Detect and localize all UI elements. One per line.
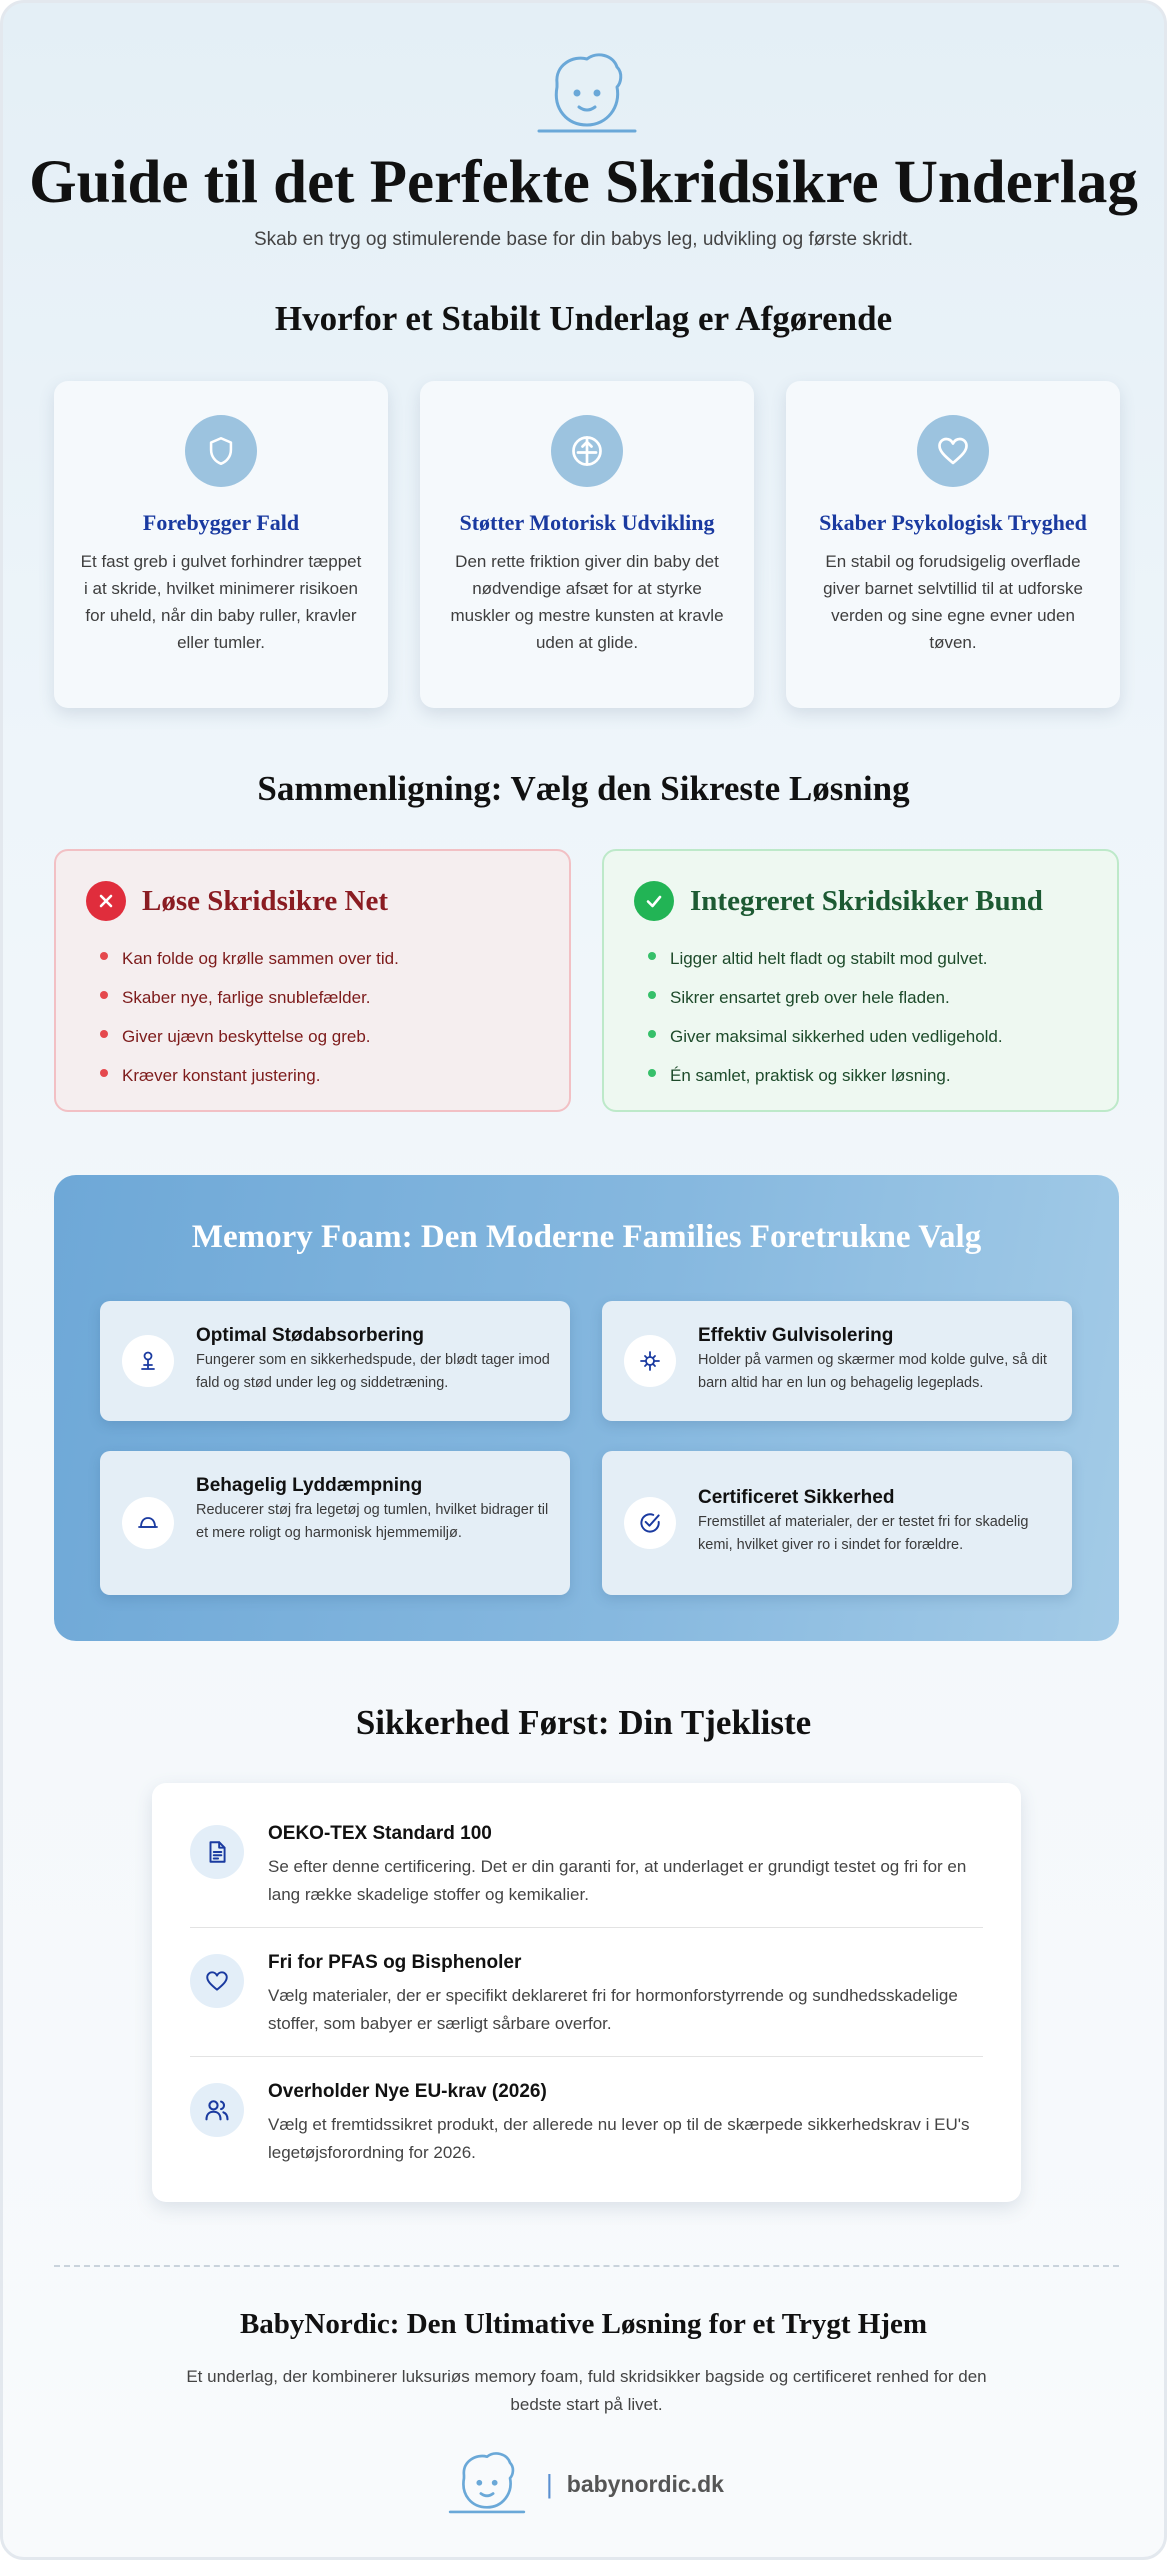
why-card-title: Støtter Motorisk Udvikling — [459, 510, 715, 535]
feature-title: Certificeret Sikkerhed — [698, 1487, 895, 1508]
list-item: Giver maksimal sikkerhed uden vedligehold. — [648, 1017, 1003, 1056]
why-card-title: Forebygger Fald — [142, 510, 300, 535]
why-card-security — [786, 381, 1120, 708]
list-item: Ligger altid helt fladt og stabilt mod gulvet. — [648, 939, 1003, 978]
feature-text: Holder på varmen og skærmer mod kolde gulve, så dit barn altid har en lun og behagelig legeplads. — [698, 1352, 1047, 1391]
checklist-item-text: Vælg et fremtidssikret produkt, der allerede nu lever op til de skærpede sikkerhedskrav i EU's legetøjsforordning for 2026. — [268, 2115, 970, 2162]
list-item: Én samlet, praktisk og sikker løsning. — [648, 1056, 1003, 1095]
why-card-motor — [420, 381, 754, 708]
baby-face-icon — [537, 49, 637, 135]
memory-foam-panel — [54, 1175, 1119, 1641]
why-card-text: Et fast greb i gulvet forhindrer tæppet i at skride, hvilket minimerer risikoen for uheld, når din baby ruller, kravler eller tumler. — [80, 552, 362, 652]
feature-title: Optimal Stødabsorbering — [196, 1325, 425, 1346]
list-item: Kan folde og krølle sammen over tid. — [100, 939, 399, 978]
feature-text: Reducerer støj fra legetøj og tumlen, hvilket bidrager til et mere roligt og harmonisk hjemmemiljø. — [196, 1502, 549, 1541]
compare-good-list — [648, 939, 1003, 1095]
sound-dampening-icon — [122, 1497, 174, 1549]
heart-icon — [917, 415, 989, 487]
feature-title: Effektiv Gulvisolering — [698, 1325, 894, 1346]
feature-sound-dampening — [100, 1451, 570, 1595]
compare-bad-list — [100, 939, 399, 1095]
checklist-item-eu — [190, 2081, 983, 2161]
compare-good-box — [602, 849, 1119, 1112]
shield-icon — [185, 415, 257, 487]
list-item: Giver ujævn beskyttelse og greb. — [100, 1017, 399, 1056]
feature-insulation — [602, 1301, 1072, 1421]
document-icon — [190, 1825, 244, 1879]
feature-text: Fungerer som en sikkerhedspude, der blødt tager imod fald og stød under leg og siddetræning. — [196, 1352, 550, 1391]
feature-certified — [602, 1451, 1072, 1595]
checklist-item-pfas — [190, 1952, 983, 2032]
checklist-item-title: OEKO-TEX Standard 100 — [268, 1823, 492, 1844]
footer-brand — [448, 2449, 724, 2520]
compare-bad-box — [54, 849, 571, 1112]
divider — [190, 2056, 983, 2057]
list-item: Skaber nye, farlige snublefælder. — [100, 978, 399, 1017]
memory-foam-title: Memory Foam: Den Moderne Families Foretrukne Valg — [191, 1219, 982, 1255]
heart-icon — [190, 1954, 244, 2008]
why-card-text: Den rette friktion giver din baby det nødvendige afsæt for at styrke muskler og mestre kunsten at kravle uden at glide. — [450, 552, 724, 652]
checklist-item-text: Se efter denne certificering. Det er din garanti for, at underlaget er grundigt testet og fri for en lang række skadelige stoffer og kemikalier. — [268, 1857, 967, 1904]
divider — [54, 2265, 1119, 2267]
checklist-item-oeko-tex — [190, 1823, 983, 1903]
feature-text: Fremstillet af materialer, der er testet fri for skadelig kemi, hvilket giver ro i sindet for forældre. — [698, 1514, 1029, 1553]
checklist-card — [152, 1783, 1021, 2202]
check-icon — [634, 881, 674, 921]
footer-title: BabyNordic: Den Ultimative Løsning for et Trygt Hjem — [239, 2308, 928, 2340]
compare-section-title: Sammenligning: Vælg den Sikreste Løsning — [257, 769, 910, 808]
footer-text: Et underlag, der kombinerer luksuriøs memory foam, fuld skridsikker bagside og certificeret renhed for den bedste start på livet. — [186, 2367, 987, 2414]
insulation-icon — [624, 1335, 676, 1387]
checklist-item-title: Overholder Nye EU-krav (2026) — [268, 2081, 547, 2102]
baby-face-icon — [448, 2449, 526, 2520]
users-icon — [190, 2083, 244, 2137]
divider — [190, 1927, 983, 1928]
why-section-title: Hvorfor et Stabilt Underlag er Afgørende — [274, 299, 893, 338]
compare-good-title: Integreret Skridsikker Bund — [690, 884, 1043, 917]
checklist-item-text: Vælg materialer, der er specifikt deklareret fri for hormonforstyrrende og sundhedsskadelige stoffer, som babyer er særligt sårbare overfor. — [268, 1986, 958, 2033]
checklist-item-title: Fri for PFAS og Bisphenoler — [268, 1952, 522, 1973]
motor-development-icon — [551, 415, 623, 487]
checklist-section-title: Sikkerhed Først: Din Tjekliste — [355, 1703, 812, 1742]
shock-absorb-icon — [122, 1335, 174, 1387]
footer-website-link[interactable]: babynordic.dk — [566, 2471, 724, 2497]
list-item: Sikrer ensartet greb over hele fladen. — [648, 978, 1003, 1017]
page-subtitle: Skab en tryg og stimulerende base for din babys leg, udvikling og første skridt. — [253, 229, 913, 250]
why-card-title: Skaber Psykologisk Tryghed — [819, 510, 1087, 535]
list-item: Kræver konstant justering. — [100, 1056, 399, 1095]
compare-bad-title: Løse Skridsikre Net — [142, 884, 388, 917]
feature-title: Behagelig Lyddæmpning — [196, 1475, 423, 1496]
close-icon — [86, 881, 126, 921]
feature-shock-absorb — [100, 1301, 570, 1421]
footer-separator: | — [546, 2469, 553, 2499]
why-card-fall — [54, 381, 388, 708]
why-card-text: En stabil og forudsigelig overflade giver barnet selvtillid til at udforske verden og sine egne evner uden tøven. — [823, 552, 1083, 652]
certified-check-icon — [624, 1497, 676, 1549]
page-title: Guide til det Perfekte Skridsikre Underlag — [29, 149, 1138, 216]
